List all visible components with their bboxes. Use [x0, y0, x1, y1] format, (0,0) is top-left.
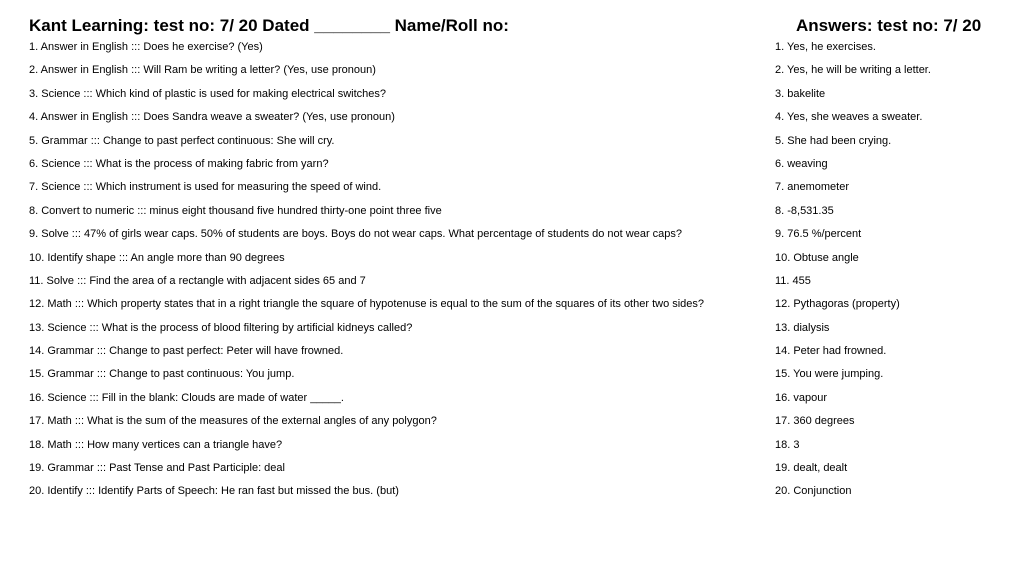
- answer-item: 6. weaving: [775, 157, 828, 170]
- question-item: 8. Convert to numeric ::: minus eight thousand five hundred thirty-one point three five: [29, 204, 442, 217]
- answer-item: 5. She had been crying.: [775, 134, 892, 147]
- question-item: 9. Solve ::: 47% of girls wear caps. 50% of students are boys. Boys do not wear caps. What percentage of students do not wear caps?: [29, 228, 683, 241]
- answer-item: 3. bakelite: [775, 87, 826, 100]
- answer-item: 11. 455: [775, 274, 811, 287]
- question-item: 20. Identify ::: Identify Parts of Speech: He ran fast but missed the bus. (but): [29, 485, 399, 498]
- question-item: 4. Answer in English ::: Does Sandra weave a sweater? (Yes, use pronoun): [29, 111, 395, 124]
- answer-item: 13. dialysis: [775, 321, 830, 334]
- answer-item: 4. Yes, she weaves a sweater.: [775, 111, 923, 124]
- question-item: 7. Science ::: Which instrument is used for measuring the speed of wind.: [29, 181, 382, 194]
- question-item: 15. Grammar ::: Change to past continuous: You jump.: [29, 368, 295, 381]
- question-item: 16. Science ::: Fill in the blank: Clouds are made of water _____.: [29, 391, 344, 404]
- answer-item: 15. You were jumping.: [775, 368, 884, 381]
- answer-item: 9. 76.5 %/percent: [775, 228, 862, 241]
- answers-title: Answers: test no: 7/ 20: [796, 16, 982, 35]
- answer-item: 20. Conjunction: [775, 485, 852, 498]
- question-item: 10. Identify shape ::: An angle more than 90 degrees: [29, 251, 285, 264]
- question-item: 11. Solve ::: Find the area of a rectangle with adjacent sides 65 and 7: [29, 274, 366, 287]
- question-item: 1. Answer in English ::: Does he exercise? (Yes): [29, 41, 263, 53]
- question-item: 3. Science ::: Which kind of plastic is used for making electrical switches?: [29, 87, 387, 100]
- answer-item: 17. 360 degrees: [775, 415, 855, 428]
- answer-item: 7. anemometer: [775, 181, 849, 194]
- answer-item: 14. Peter had frowned.: [775, 345, 887, 358]
- answer-item: 10. Obtuse angle: [775, 251, 859, 264]
- answer-list: [775, 40, 1005, 508]
- answer-item: 1. Yes, he exercises.: [775, 41, 876, 53]
- answer-item: 16. vapour: [775, 391, 827, 404]
- question-item: 19. Grammar ::: Past Tense and Past Participle: deal: [29, 462, 285, 475]
- worksheet-title: Kant Learning: test no: 7/ 20 Dated ________ Name/Roll no:: [29, 16, 509, 35]
- answer-item: 12. Pythagoras (property): [775, 298, 900, 311]
- answer-item: 8. -8,531.35: [775, 204, 834, 217]
- answer-item: 2. Yes, he will be writing a letter.: [775, 64, 931, 77]
- question-item: 18. Math ::: How many vertices can a triangle have?: [29, 438, 283, 451]
- question-item: 17. Math ::: What is the sum of the measures of the external angles of any polygon?: [29, 415, 437, 428]
- answer-item: 18. 3: [775, 438, 800, 451]
- question-item: 12. Math ::: Which property states that in a right triangle the square of hypotenuse is equal to the sum of the squares of its other two sides?: [29, 298, 705, 311]
- question-list: [29, 40, 734, 508]
- question-item: 2. Answer in English ::: Will Ram be writing a letter? (Yes, use pronoun): [29, 64, 376, 77]
- question-item: 5. Grammar ::: Change to past perfect continuous: She will cry.: [29, 134, 335, 147]
- question-item: 13. Science ::: What is the process of blood filtering by artificial kidneys called?: [29, 321, 413, 334]
- question-item: 14. Grammar ::: Change to past perfect: Peter will have frowned.: [29, 345, 344, 358]
- question-item: 6. Science ::: What is the process of making fabric from yarn?: [29, 157, 329, 170]
- answer-item: 19. dealt, dealt: [775, 462, 848, 475]
